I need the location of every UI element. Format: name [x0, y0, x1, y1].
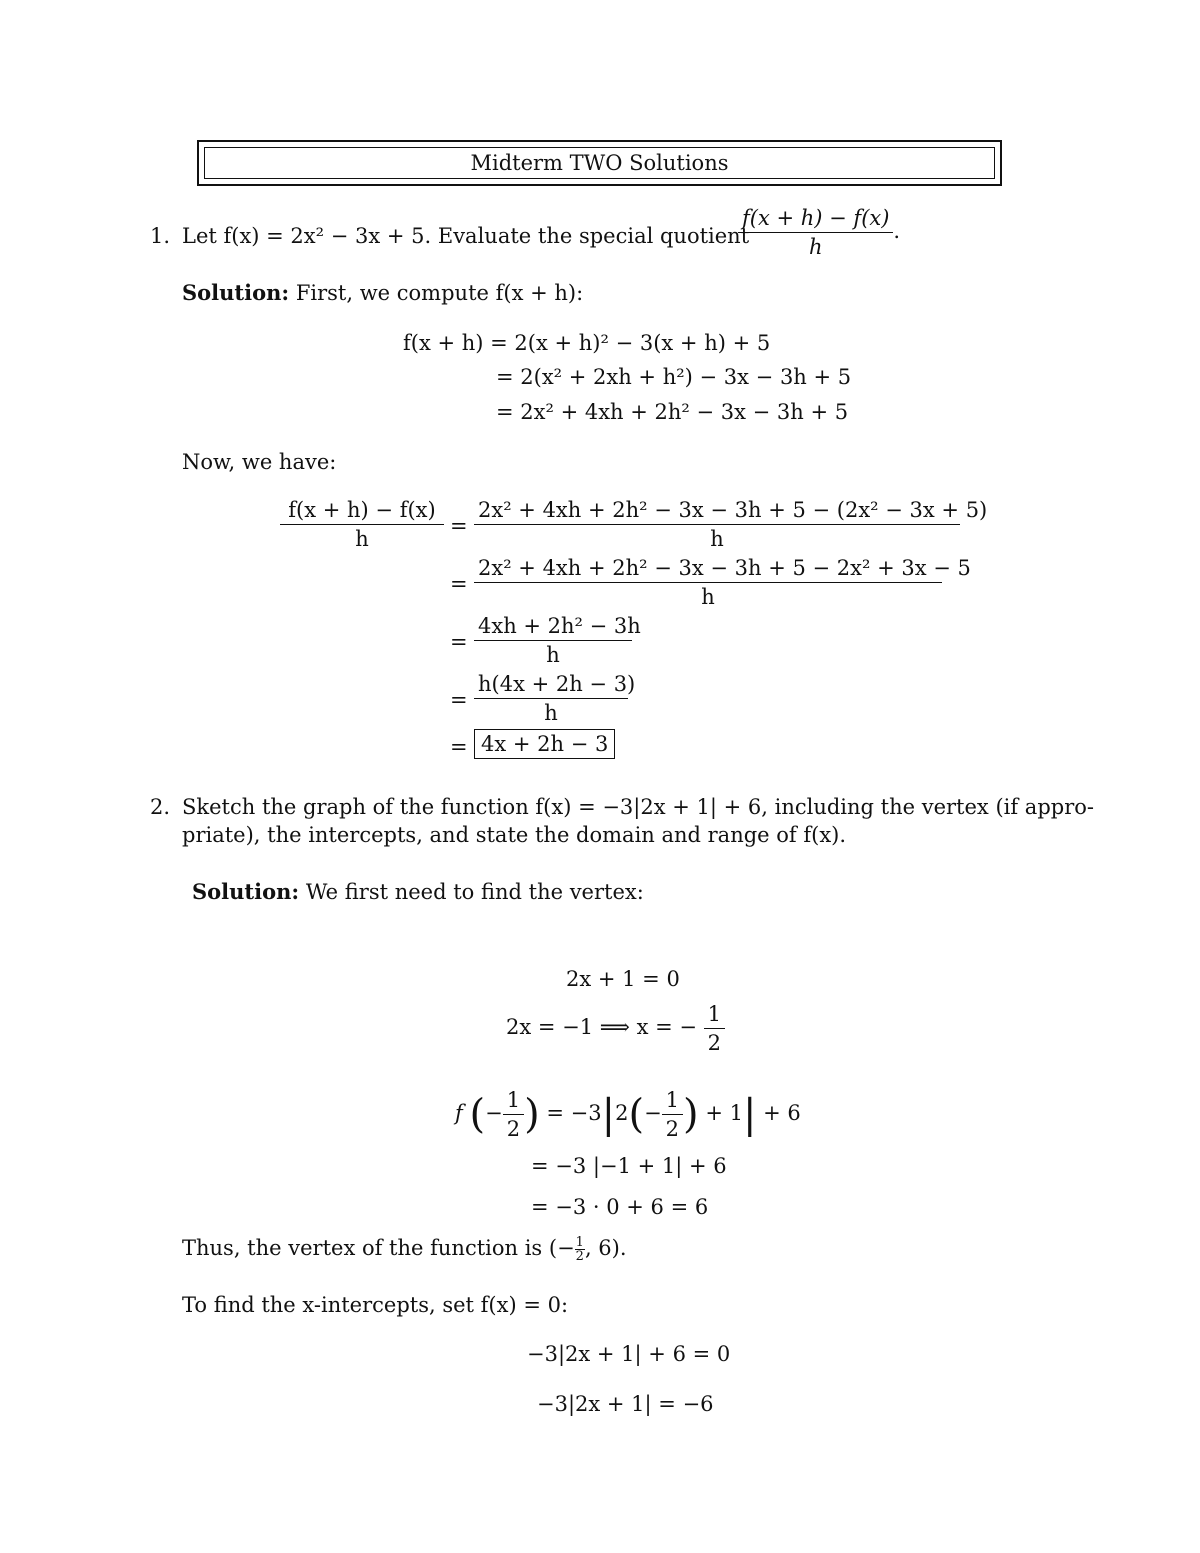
problem-2-number: 2.	[150, 795, 171, 819]
quotient-denominator: h	[808, 235, 823, 259]
final-answer	[474, 732, 615, 756]
equals-4: =	[450, 688, 468, 712]
vertex-frac-num: 1	[575, 1235, 584, 1250]
eval-frac-b-den: 2	[665, 1117, 680, 1141]
vertex-statement-before: Thus, the vertex of the function is (−	[182, 1236, 575, 1260]
lhs-numerator: f(x + h) − f(x)	[280, 498, 444, 525]
problem-2-prompt-line-2: priate), the intercepts, and state the domain and range of f(x).	[182, 823, 847, 847]
eval-frac-b-num: 1	[662, 1088, 683, 1115]
intercept-text: To find the x-intercepts, set f(x) = 0:	[182, 1293, 569, 1317]
problem-2-solution	[192, 879, 644, 904]
now-text: Now, we have:	[182, 450, 337, 474]
vertex-eq-1: 2x + 1 = 0	[566, 967, 680, 991]
eval-frac-a-num: 1	[503, 1088, 524, 1115]
equals-1: =	[450, 514, 468, 538]
vertex-eq-2-denominator: 2	[707, 1031, 722, 1055]
fxh-line-3: = 2x² + 4xh + 2h² − 3x − 3h + 5	[496, 400, 849, 424]
equals-5: =	[450, 735, 468, 759]
solution-text: First, we compute f(x + h):	[295, 281, 584, 305]
vertex-statement-after: , 6).	[584, 1236, 627, 1260]
vertex-eq-2-left: 2x = −1 ⟹ x = −	[506, 1015, 697, 1039]
equals-2: =	[450, 572, 468, 596]
fxh-line-1: f(x + h) = 2(x + h)² − 3(x + h) + 5	[403, 331, 771, 355]
vertex-eq-2-numerator: 1	[704, 1002, 725, 1029]
lhs-fraction	[280, 498, 444, 551]
step-1-denominator: h	[710, 527, 724, 551]
title-box	[197, 140, 1002, 186]
step-3-denominator: h	[546, 643, 560, 667]
problem-2-prompt-line-1: Sketch the graph of the function f(x) = −3|2x + 1| + 6, including the vertex (if appro-	[182, 795, 1094, 819]
vertex-eq-2	[506, 1002, 725, 1055]
problem-1-number: 1.	[150, 224, 171, 248]
step-2-numerator: 2x² + 4xh + 2h² − 3x − 3h + 5 − 2x² + 3x − 5	[474, 556, 942, 583]
eval-mid: = −3	[546, 1101, 602, 1125]
eval-line-1: f (− $\frac{1}{2}$ ) = −3|2(− $\frac{1}{2}$ ) + 1| + 6	[455, 1088, 801, 1141]
problem-1-solution	[182, 280, 583, 305]
vertex-statement	[182, 1236, 627, 1263]
solution-2-text: We first need to find the vertex:	[305, 880, 644, 904]
intercept-eq-2: −3|2x + 1| = −6	[537, 1392, 714, 1416]
lhs-denominator: h	[355, 527, 369, 551]
eval-f: f	[455, 1101, 463, 1125]
eval-frac-a-den: 2	[506, 1117, 521, 1141]
quotient-numerator: f(x + h) − f(x)	[738, 206, 893, 233]
step-3-numerator: 4xh + 2h² − 3h	[474, 614, 632, 641]
eval-line-2: = −3 |−1 + 1| + 6	[531, 1154, 727, 1178]
step-2	[474, 556, 971, 609]
solution-label: Solution:	[182, 280, 290, 305]
step-4	[474, 672, 636, 725]
intercept-eq-1: −3|2x + 1| + 6 = 0	[527, 1342, 731, 1366]
final-answer-box: 4x + 2h − 3	[474, 729, 615, 759]
fxh-line-2: = 2(x² + 2xh + h²) − 3x − 3h + 5	[496, 365, 852, 389]
vertex-frac-den: 2	[575, 1249, 584, 1264]
step-4-numerator: h(4x + 2h − 3)	[474, 672, 628, 699]
problem-1-quotient: $\frac{f(x + h) - f(x)}{h}$ .	[738, 206, 900, 259]
eval-line-3: = −3 · 0 + 6 = 6	[531, 1195, 709, 1219]
eval-tail: + 1	[705, 1101, 743, 1125]
eval-end: + 6	[763, 1101, 801, 1125]
step-2-denominator: h	[701, 585, 715, 609]
page-title: Midterm TWO Solutions	[204, 147, 995, 179]
step-3	[474, 614, 641, 667]
problem-1-prompt: Let f(x) = 2x² − 3x + 5. Evaluate the special quotient	[182, 224, 750, 248]
solution-2-label: Solution:	[192, 879, 300, 904]
step-1	[474, 498, 988, 551]
equals-3: =	[450, 630, 468, 654]
step-1-numerator: 2x² + 4xh + 2h² − 3x − 3h + 5 − (2x² − 3x + 5)	[474, 498, 960, 525]
step-4-denominator: h	[544, 701, 558, 725]
